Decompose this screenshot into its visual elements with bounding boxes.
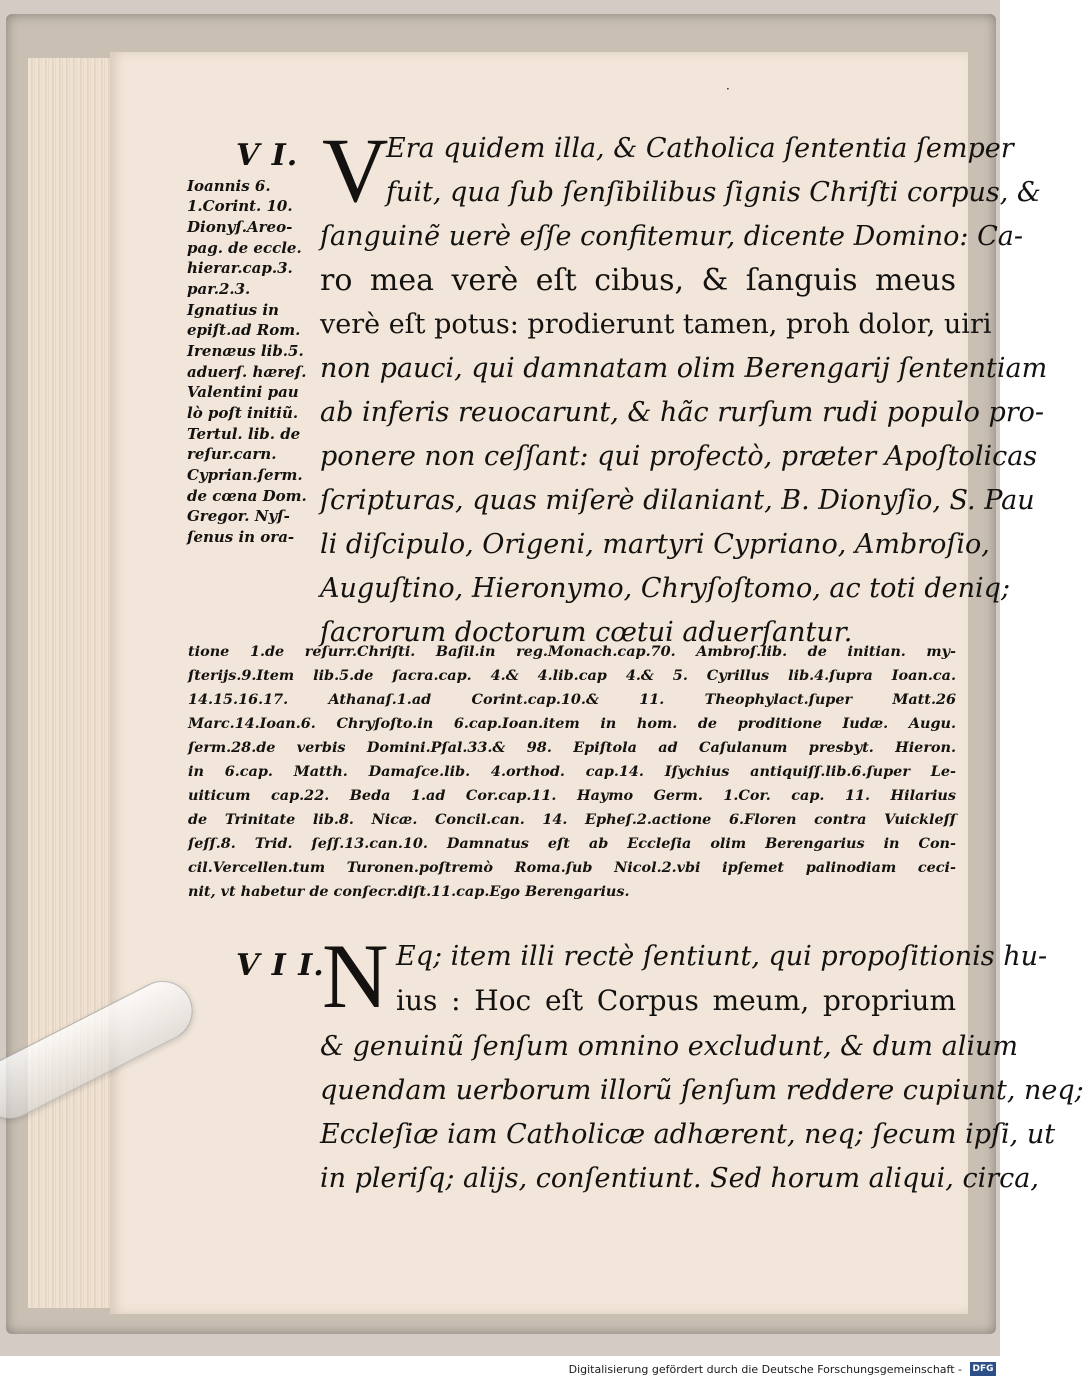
reference-line: uiticum cap.22. Beda 1.ad Cor.cap.11. Haymo Germ. 1.Cor. cap. 11. Hilarius [188, 787, 956, 804]
dfg-logo: DFG [970, 1362, 996, 1376]
margin-note: ſenus in ora- [187, 528, 295, 546]
reference-line: 14.15.16.17. Athanaſ.1.ad Corint.cap.10.& 11. Theophylact.ſuper Matt.26 [188, 691, 956, 708]
margin-note: Gregor. Nyſ- [187, 507, 290, 525]
margin-note: de cœna Dom. [187, 487, 307, 505]
text-line: Era quidem illa, & Catholica ſententia ſemper [386, 133, 1014, 164]
dropcap-vii: N [322, 925, 389, 1027]
reference-line: cil.Vercellen.tum Turonen.poſtremò Roma.ſub Nicol.2.vbi ipſemet palinodiam ceci- [188, 859, 956, 876]
text-line: ſacrorum doctorum cœtui aduerſantur. [320, 617, 853, 648]
margin-note: Irenæus lib.5. [187, 342, 304, 360]
text-line: Auguſtino, Hieronymo, Chryſoſtomo, ac toti deniq; [320, 573, 1011, 604]
section-number-vii: V I I. [236, 948, 325, 983]
text-line: in pleriſq; alijs, conſentiunt. Sed horum aliqui, circa, [320, 1163, 1039, 1194]
margin-note: 1.Corint. 10. [187, 197, 293, 215]
text-line: ro mea verè eſt cibus, & ſanguis meus [320, 263, 956, 298]
margin-note: aduerſ. hæreſ. [187, 363, 307, 381]
text-line: quendam uerborum illorũ ſenſum reddere cupiunt, neq; [320, 1075, 1084, 1106]
text-line: ſanguinẽ uerè eſſe confitemur, dicente Domino: Ca- [320, 221, 1023, 252]
reference-line: ſerm.28.de verbis Domini.Pſal.33.& 98. Epiſtola ad Caſulanum presbyt. Hieron. [188, 739, 956, 756]
margin-note: hierar.cap.3. [187, 259, 293, 277]
reference-line: in 6.cap. Matth. Damaſce.lib. 4.orthod. cap.14. Iſychius antiquiſſ.lib.6.ſuper Le- [188, 763, 956, 780]
reference-line: ſterijs.9.Item lib.5.de ſacra.cap. 4.& 4.lib.cap 4.& 5. Cyrillus lib.4.ſupra Ioan.ca. [188, 667, 956, 684]
margin-note: Cyprian.ſerm. [187, 466, 303, 484]
text-line: ius : Hoc eſt Corpus meum, proprium [396, 984, 956, 1017]
text-line: ponere non ceſſant: qui profectò, præter Apoſtolicas [320, 441, 1038, 472]
reference-line: nit, vt habetur de conſecr.diſt.11.cap.Ego Berengarius. [188, 883, 630, 900]
margin-note: Ignatius in [187, 301, 279, 319]
reference-line: de Trinitate lib.8. Nicæ. Concil.can. 14. Epheſ.2.actione 6.Floren contra Vuickleſſ [188, 811, 956, 828]
footer-credit: Digitalisierung gefördert durch die Deutsche Forschungsgemeinschaft - [568, 1363, 962, 1376]
text-line: ab inferis reuocarunt, & hãc rurſum rudi populo pro- [320, 397, 1045, 428]
text-line: li diſcipulo, Origeni, martyri Cypriano, Ambroſio, [320, 529, 990, 560]
text-line: Eq; item illi rectè ſentiunt, qui propoſitionis hu- [396, 941, 1048, 972]
margin-note: Tertul. lib. de [187, 425, 301, 443]
margin-note: lò poſt initiũ. [187, 404, 299, 422]
text-line: & genuinũ ſenſum omnino excludunt, & dum alium [320, 1031, 1018, 1062]
margin-note: pag. de eccle. [187, 239, 302, 257]
signature-mark: · [726, 82, 730, 96]
page-edges [28, 58, 115, 1308]
text-line: Eccleſiæ iam Catholicæ adhærent, neq; ſecum ipſi, ut [320, 1119, 1056, 1150]
margin-note: epiſt.ad Rom. [187, 321, 301, 339]
reference-line: tione 1.de reſurr.Chriſti. Baſil.in reg.Monach.cap.70. Ambroſ.lib. de initian. my- [188, 643, 956, 660]
margin-note: par.2.3. [187, 280, 251, 298]
text-line: verè eſt potus: prodierunt tamen, proh dolor, uiri [320, 309, 992, 340]
margin-note: Ioannis 6. [187, 177, 271, 195]
text-line: non pauci, qui damnatam olim Berengarij ſententiam [320, 353, 1048, 384]
reference-line: Marc.14.Ioan.6. Chryſoſto.in 6.cap.Ioan.item in hom. de proditione Iudæ. Augu. [188, 715, 956, 732]
text-line: ſcripturas, quas miſerè dilaniant, B. Dionyſio, S. Pau [320, 485, 1035, 516]
dropcap-vi: V [322, 119, 389, 221]
margin-note: Valentini pau [187, 383, 299, 401]
margin-note: Dionyſ.Areo- [187, 218, 293, 236]
section-number-vi: V I. [236, 138, 299, 173]
text-line: fuit, qua ſub ſenſibilibus ſignis Chriſti corpus, & [386, 177, 1041, 208]
reference-line: ſeſſ.8. Trid. ſeſſ.13.can.10. Damnatus eſt ab Eccleſia olim Berengarius in Con- [188, 835, 956, 852]
margin-note: reſur.carn. [187, 445, 277, 463]
